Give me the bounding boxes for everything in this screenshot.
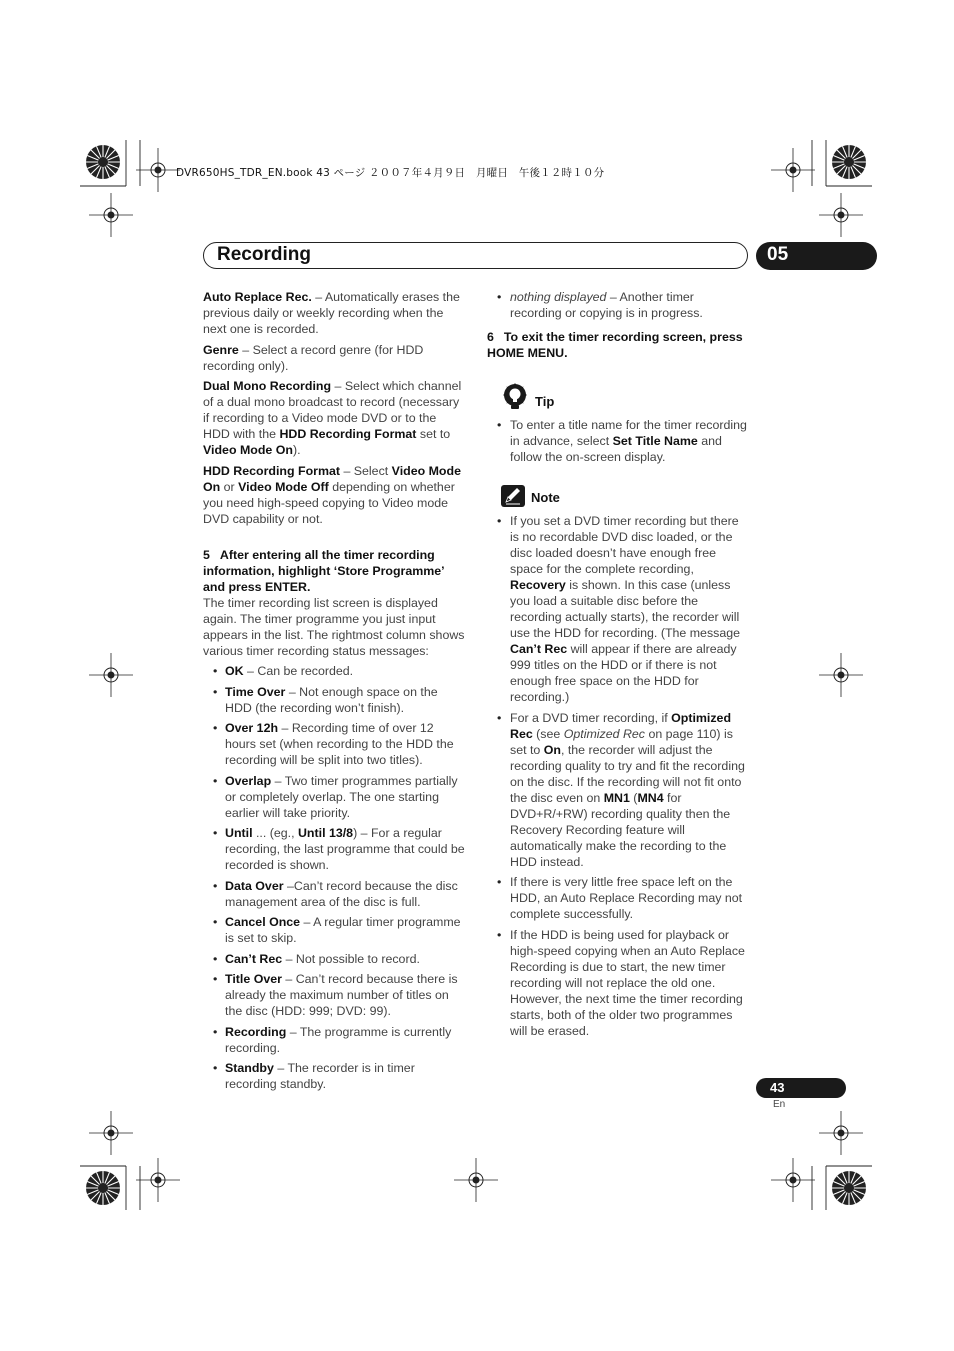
list-item: • OK – Can be recorded.: [203, 663, 465, 679]
right-column: [487, 289, 749, 1043]
tip-label: Tip: [535, 394, 555, 409]
list-item: • Can’t Rec – Not possible to record.: [203, 951, 465, 967]
crosshair-icon: [454, 1158, 498, 1202]
crosshair-icon: [771, 148, 815, 192]
tip-box: [487, 383, 749, 465]
crosshair-icon: [136, 1158, 180, 1202]
list-item: • Standby – The recorder is in timer recording standby.: [203, 1060, 465, 1092]
registration-star-icon: [86, 145, 120, 179]
crosshair-icon: [819, 193, 863, 237]
list-item: • To enter a title name for the timer recording in advance, select Set Title Name and follow the on-screen display.: [487, 417, 749, 465]
language-code: En: [773, 1099, 786, 1110]
list-item: • Cancel Once – A regular timer programme is set to skip.: [203, 914, 465, 946]
list-item: • Recording – The programme is currently recording.: [203, 1024, 465, 1056]
entry-hdd-format: HDD Recording Format – Select Video Mode On or Video Mode Off depending on whether you need high-speed copying to Video mode DVD capability or not.: [203, 463, 461, 526]
entry-dual-mono: Dual Mono Recording – Select which channel of a dual mono broadcast to record (necessary if recording to a Video mode DVD or to the HDD with the HDD Recording Format set to Video Mode On).: [203, 379, 462, 457]
section-title-bar: [203, 242, 748, 269]
chapter-tab: [756, 242, 877, 270]
registration-star-icon: [832, 1171, 866, 1205]
lightbulb-icon: [501, 383, 529, 411]
chapter-number: 05: [767, 244, 789, 265]
entry-genre: Genre – Select a record genre (for HDD recording only).: [203, 342, 424, 373]
entry-auto-replace: Auto Replace Rec. – Automatically erases the previous daily or weekly recording when the next one is recorded.: [203, 290, 460, 336]
book-file-header: DVR650HS_TDR_EN.book 43 ページ ２００７年４月９日 月曜日 午後１２時１０分: [176, 167, 605, 179]
pencil-icon: [501, 485, 525, 507]
step-5-heading: 5 After entering all the timer recording information, highlight ‘Store Programme’ and press ENTER.: [203, 547, 444, 594]
list-item: • If there is very little free space left on the HDD, an Auto Replace Recording may not complete successfully.: [487, 874, 749, 922]
list-item: • Over 12h – Recording time of over 12 hours set (when recording to the HDD the recording will be split into two titles).: [203, 720, 465, 768]
section-title: Recording: [217, 244, 311, 265]
list-item: • Title Over – Can’t record because there is already the maximum number of titles on the disc (HDD: 999; DVD: 99).: [203, 971, 465, 1019]
crosshair-icon: [89, 193, 133, 237]
crosshair-icon: [819, 653, 863, 697]
list-item: • If you set a DVD timer recording but there is no recordable DVD disc loaded, or the disc loaded doesn’t have enough free space for the complete recording, Recovery is shown. In this case (unless you load a suitable disc before the recording actually starts), the recorder will use the HDD for recording. (The message Can’t Rec will appear if there are already 999 titles on the HDD or if there is not enough free space on the HDD for recording.): [487, 513, 749, 705]
crosshair-icon: [136, 148, 180, 192]
crosshair-icon: [89, 653, 133, 697]
status-list: [203, 663, 465, 1092]
list-item: • Overlap – Two timer programmes partially or completely overlap. The one starting earlier will take priority.: [203, 773, 465, 821]
list-item: • Until ... (eg., Until 13/8) – For a regular recording, the last programme that could be recorded is shown.: [203, 825, 465, 873]
page-number-tab: [756, 1078, 846, 1098]
list-item: • Data Over –Can’t record because the disc management area of the disc is full.: [203, 878, 465, 910]
left-column: [203, 289, 465, 1097]
status-list-continued: [487, 289, 749, 321]
list-item: • nothing displayed – Another timer recording or copying is in progress.: [487, 289, 749, 321]
note-box: [487, 485, 749, 1039]
crosshair-icon: [819, 1111, 863, 1155]
list-item: • For a DVD timer recording, if Optimized Rec (see Optimized Rec on page 110) is set to On, the recorder will adjust the recording quality to try and fit the recording on the disc. If the recording will not fit onto the disc even on MN1 (MN4 for DVD+R/+RW) recording quality then the Recovery Recording feature will automatically make the recording to the HDD instead.: [487, 710, 749, 870]
registration-star-icon: [86, 1171, 120, 1205]
crosshair-icon: [89, 1111, 133, 1155]
note-list: [487, 513, 749, 1039]
step-6-heading: 6 To exit the timer recording screen, press HOME MENU.: [487, 330, 743, 360]
registration-star-icon: [832, 145, 866, 179]
crosshair-icon: [771, 1158, 815, 1202]
step-5-body: The timer recording list screen is displayed again. The timer programme you just input appears in the list. The rightmost column shows various timer recording status messages:: [203, 595, 465, 658]
note-label: Note: [531, 490, 560, 505]
page-number: 43: [770, 1080, 785, 1095]
list-item: • If the HDD is being used for playback or high-speed copying when an Auto Replace Recording is due to start, the new timer recording will not replace the old one. However, the next time the timer recording starts, both of the older two programmes will be erased.: [487, 927, 749, 1039]
list-item: • Time Over – Not enough space on the HDD (the recording won’t finish).: [203, 684, 465, 716]
